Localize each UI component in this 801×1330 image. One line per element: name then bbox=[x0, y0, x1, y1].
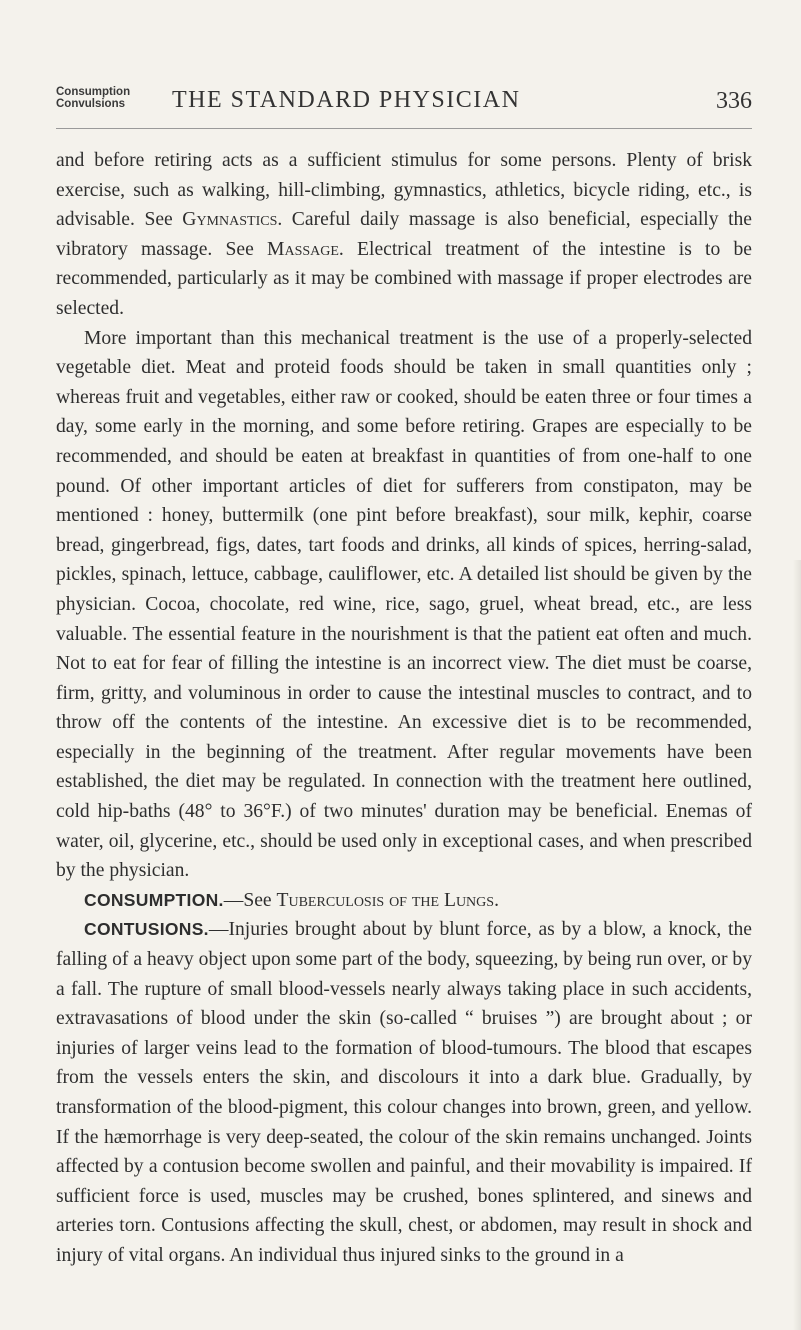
guide-word-first: Consumption bbox=[56, 86, 131, 98]
cross-reference: Gymnastics bbox=[182, 209, 278, 231]
cross-reference: Massage bbox=[267, 238, 339, 260]
page-edge-shadow bbox=[793, 560, 801, 1330]
page-number: 336 bbox=[716, 88, 752, 114]
running-title: THE STANDARD PHYSICIAN bbox=[172, 87, 521, 113]
guide-words bbox=[56, 86, 186, 110]
entry-consumption: CONSUMPTION.—See Tuberculosis of the Lungs. bbox=[84, 889, 499, 911]
body-text bbox=[56, 146, 752, 1271]
entry-heading: CONSUMPTION. bbox=[84, 889, 224, 910]
page-header bbox=[56, 86, 752, 126]
entry-heading: CONTUSIONS. bbox=[84, 919, 209, 940]
guide-word-last: Convulsions bbox=[56, 98, 126, 110]
cross-reference: Tuberculosis of the Lungs bbox=[276, 889, 495, 911]
header-rule bbox=[56, 128, 752, 129]
paragraph: and before retiring acts as a sufficient stimulus for some persons. Plenty of brisk exercise, such as walking, hill-climbing, gymnastics, athletics, bicycle riding, etc., is advisable. See Gymnastics. Careful daily massage is also beneficial, especially the vibratory massage. See Massage. Electrical treatment of the intestine is to be recommended, particularly as it may be combined with massage if proper electrodes are selected. bbox=[56, 150, 753, 319]
entry-contusions: CONTUSIONS.—Injuries brought about by blunt force, as by a blow, a knock, the falling of a heavy object upon some part of the body, squeezing, by being run over, or by a fall. The rupture of small blood-vessels nearly always taking place in such accidents, extravasations of blood under the skin (so-called “ bruises ”) are brought about ; or injuries of larger veins lead to the formation of blood-tumours. The blood that escapes from the vessels enters the skin, and discolours it into a dark blue. Gradually, by transformation of the blood-pigment, this colour changes into brown, green, and yellow. If the hæmorrhage is very deep-seated, the colour of the skin remains unchanged. Joints affected by a contusion become swollen and painful, and their movability is impaired. If sufficient force is used, muscles may be crushed, bones splintered, and sinews and arteries torn. Contusions affecting the skull, chest, or abdomen, may result in shock and injury of vital organs. An individual thus injured sinks to the ground in a bbox=[56, 919, 752, 1266]
paragraph: More important than this mechanical treatment is the use of a properly-selected vegetable diet. Meat and proteid foods should be taken in small quantities only ; whereas fruit and vegetables, either raw or cooked, should be eaten three or four times a day, some early in the morning, and some before retiring. Grapes are especially to be recommended, and should be eaten at breakfast in quantities of from one-half to one pound. Of other important articles of diet for sufferers from constipaton, may be mentioned : honey, buttermilk (one pint before breakfast), sour milk, kephir, coarse bread, gingerbread, figs, dates, tart foods and drinks, all kinds of spices, herring-salad, pickles, spinach, lettuce, cabbage, cauliflower, etc. A detailed list should be given by the physician. Cocoa, chocolate, red wine, rice, sago, gruel, wheat bread, etc., are less valuable. The essential feature in the nourishment is that the patient eat often and much. Not to eat for fear of filling the intestine is an incorrect view. The diet must be coarse, firm, gritty, and voluminous in order to cause the intestinal muscles to contract, and to throw off the contents of the intestine. An excessive diet is to be recommended, especially in the beginning of the treatment. After regular movements have been established, the diet may be regulated. In connection with the treatment here outlined, cold hip-baths (48° to 36°F.) of two minutes' duration may be beneficial. Enemas of water, oil, glycerine, etc., should be used only in exceptional cases, and when prescribed by the physician. bbox=[56, 327, 752, 882]
